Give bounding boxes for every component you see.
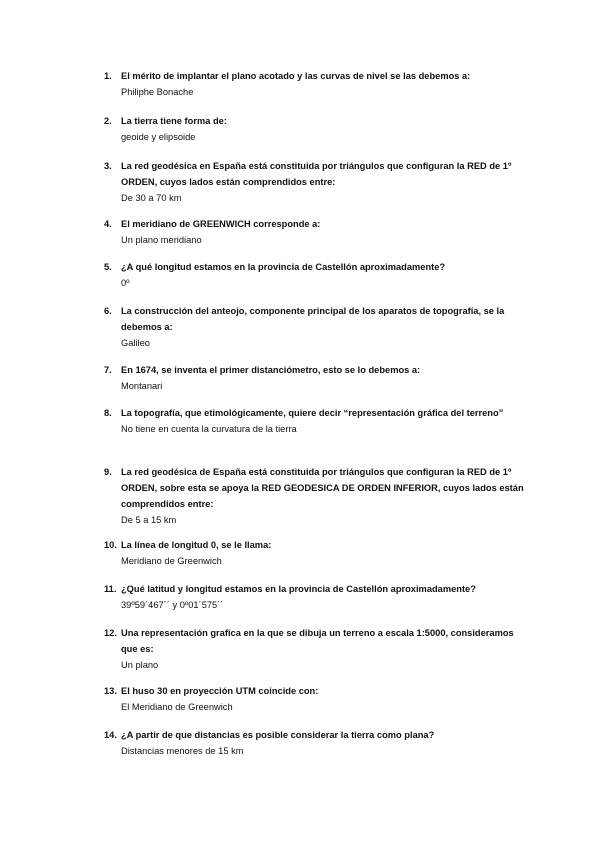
answer-text: Un plano	[121, 660, 159, 670]
question-text: La red geodésica de España está constituida por triángulos que configuran la RED de 1º ORDEN, sobre esta se apoya la RED GEODESICA DE ORDEN INFERIOR, cuyos lados están comprendidos entre:	[121, 467, 524, 509]
question-item	[104, 581, 524, 613]
question-number: 7.	[104, 365, 112, 375]
answer-text: 0º	[121, 278, 130, 288]
question-number: 4.	[104, 219, 112, 229]
question-text: La red geodésica en España está constituida por triángulos que configuran la RED de 1º ORDEN, cuyos lados están comprendidos entre:	[121, 161, 512, 187]
question-item	[104, 464, 524, 528]
answer-text: Montanari	[121, 381, 163, 391]
question-number: 12.	[104, 628, 117, 638]
answer-text: De 30 a 70 km	[121, 193, 182, 203]
question-text: ¿Qué latitud y longitud estamos en la provincia de Castellón aproximadamente?	[121, 584, 476, 594]
question-text: El meridiano de GREENWICH corresponde a:	[121, 219, 321, 229]
question-item	[104, 537, 524, 569]
question-item	[104, 625, 524, 673]
question-number: 5.	[104, 262, 112, 272]
answer-text: No tiene en cuenta la curvatura de la tierra	[121, 424, 297, 434]
answer-text: geoide y elipsoide	[121, 132, 196, 142]
question-number: 13.	[104, 686, 117, 696]
answer-text: 39º59´467´´ y 0º01´575´´	[121, 600, 224, 610]
question-number: 14.	[104, 730, 117, 740]
question-text: Una representación grafica en la que se dibuja un terreno a escala 1:5000, consideramos que es:	[121, 628, 514, 654]
answer-text: Un plano meridiano	[121, 235, 202, 245]
question-item	[104, 362, 524, 394]
question-item	[104, 727, 524, 759]
question-text: La topografía, que etimológicamente, quiere decir “representación gráfica del terreno”	[121, 408, 504, 418]
question-text: La construcción del anteojo, componente principal de los aparatos de topografía, se la debemos a:	[121, 306, 505, 332]
question-item	[104, 158, 524, 206]
answer-text: Distancias menores de 15 km	[121, 746, 244, 756]
question-text: El mérito de implantar el plano acotado y las curvas de nivel se las debemos a:	[121, 71, 471, 81]
answer-text: Galileo	[121, 338, 150, 348]
question-item	[104, 113, 524, 145]
answer-text: El Meridiano de Greenwich	[121, 702, 233, 712]
question-text: La línea de longitud 0, se le llama:	[121, 540, 272, 550]
question-number: 8.	[104, 408, 112, 418]
answer-text: Philiphe Bonache	[121, 87, 194, 97]
question-text: La tierra tiene forma de:	[121, 116, 227, 126]
question-number: 6.	[104, 306, 112, 316]
answer-text: De 5 a 15 km	[121, 515, 177, 525]
question-item	[104, 683, 524, 715]
question-number: 1.	[104, 71, 112, 81]
question-item	[104, 259, 524, 291]
answer-text: Meridiano de Greenwich	[121, 556, 222, 566]
question-item	[104, 216, 524, 248]
question-text: En 1674, se inventa el primer distanciómetro, esto se lo debemos a:	[121, 365, 421, 375]
question-number: 9.	[104, 467, 112, 477]
question-number: 3.	[104, 161, 112, 171]
question-text: El huso 30 en proyección UTM coincide con:	[121, 686, 319, 696]
question-number: 10.	[104, 540, 117, 550]
question-number: 11.	[104, 584, 117, 594]
question-item	[104, 303, 524, 351]
question-text: ¿A qué longitud estamos en la provincia de Castellón aproximadamente?	[121, 262, 446, 272]
question-item	[104, 68, 524, 100]
question-number: 2.	[104, 116, 112, 126]
question-item	[104, 405, 524, 437]
question-text: ¿A partir de que distancias es posible considerar la tierra como plana?	[121, 730, 435, 740]
